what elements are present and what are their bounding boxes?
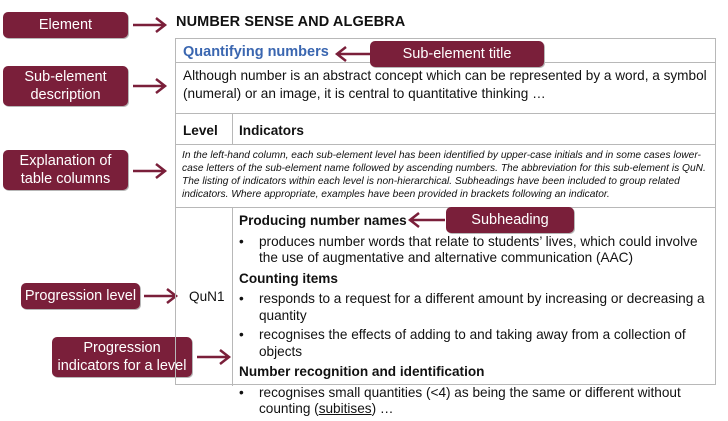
bullet-icon: • <box>239 384 244 400</box>
label-element: Element <box>3 12 128 38</box>
list-item: • recognises the effects of adding to and taking away from a collection of objects <box>239 327 686 359</box>
bullet-icon: • <box>239 233 244 249</box>
subheading: Producing number names <box>239 213 407 228</box>
table-explanation: In the left-hand column, each sub-element level has been identified by upper-case initials and in some cases lower-case letters of the sub-element name followed by ascending numbers. The abbreviation for this sub-element is QuN. The listing of indicators within each level is non-hierarchical. Subheadings have been included to group related indicators. Where appropriate, examples have been provided in brackets following an indicator. <box>182 150 706 200</box>
arrow-right-icon <box>131 161 171 181</box>
divider <box>176 144 715 145</box>
column-header-indicators: Indicators <box>239 123 304 138</box>
divider <box>176 113 715 114</box>
indicators-list <box>239 213 709 421</box>
arrow-left-icon <box>403 210 447 230</box>
arrow-right-icon <box>131 15 171 35</box>
sub-element-title: Quantifying numbers <box>183 44 329 60</box>
bullet-icon: • <box>239 291 244 306</box>
subitises-term: subitises <box>318 401 372 416</box>
label-subheading: Subheading <box>446 207 574 233</box>
label-sub-element-title: Sub-element title <box>370 41 544 67</box>
element-heading: NUMBER SENSE AND ALGEBRA <box>176 14 406 30</box>
bullet-icon: • <box>239 327 244 342</box>
arrow-right-icon <box>131 76 171 96</box>
label-progression-indicators: Progression indicators for a level <box>52 337 192 377</box>
arrow-left-icon <box>330 44 372 64</box>
subheading: Counting items <box>239 270 338 286</box>
divider <box>232 113 233 144</box>
subheading: Number recognition and identification <box>239 364 485 379</box>
list-item: • produces number words that relate to students’ lives, which could involve the use of augmentative and alternative communication (AAC) <box>239 233 698 265</box>
list-item: • responds to a request for a different amount by increasing or decreasing a quantity <box>239 291 705 323</box>
label-sub-element-description: Sub-element description <box>3 66 128 106</box>
progression-level-code: QuN1 <box>189 289 225 304</box>
label-explanation-of-table-columns: Explanation of table columns <box>3 150 128 190</box>
column-header-level: Level <box>183 123 218 138</box>
label-progression-level: Progression level <box>21 283 140 309</box>
divider <box>176 207 715 208</box>
sub-element-description: Although number is an abstract concept which can be represented by a word, a symbol (numeral) or an image, it is central to quantitative thinking … <box>183 68 707 101</box>
list-item: • recognises small quantities (<4) as being the same or different without counting (subitises) … <box>239 384 681 416</box>
divider <box>232 207 233 386</box>
